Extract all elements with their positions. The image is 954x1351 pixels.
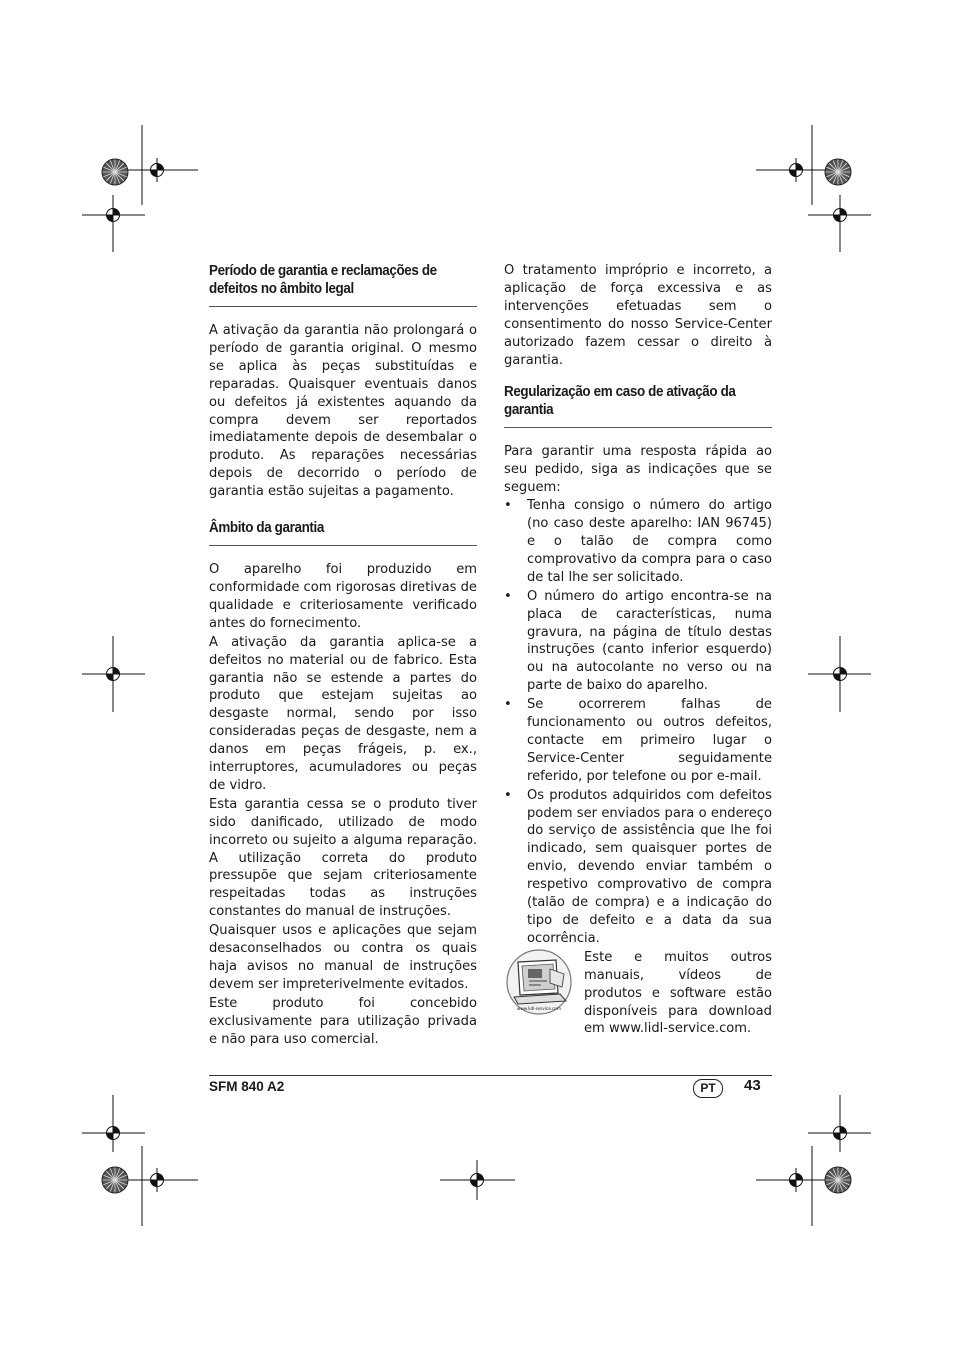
section-divider <box>209 545 477 546</box>
paragraph: O tratamento impróprio e incorreto, a aplicação de força excessiva e as intervenções efetuadas sem o consentimento do nosso Service-Center autorizado fazem cessar o direito à garantia. <box>504 263 772 368</box>
instruction-list <box>504 497 772 948</box>
online-service-note <box>504 949 772 1039</box>
page-number: 43 <box>744 1077 761 1094</box>
footer-divider <box>209 1075 772 1076</box>
right-column <box>504 262 772 1038</box>
section-title-warranty-claim: Regularização em caso de ativação da garantia <box>504 384 736 419</box>
paragraph: A ativação da garantia aplica-se a defeitos no material ou de fabrico. Esta garantia não se estende a partes do produto que estejam sujeitas ao desgaste normal, sendo por isso consideradas peças de desgaste, nem a danos em peças frágeis, p. ex., interruptores, acumuladores ou peças de vidro. <box>209 634 477 793</box>
list-item: • Tenha consigo o número do artigo (no caso deste aparelho: IAN 96745) e o talão de compra como comprovativo da compra para o caso de tal lhe ser solicitado. <box>504 498 772 585</box>
bullet: • <box>504 588 512 604</box>
section-divider <box>504 427 772 428</box>
section-title-warranty-scope: Âmbito da garantia <box>209 520 324 537</box>
paragraph: O aparelho foi produzido em conformidade com rigorosas diretivas de qualidade e criteriosamente verificado antes do fornecimento. <box>209 562 477 631</box>
list-item: • O número do artigo encontra-se na placa de características, numa gravura, na página de título destas instruções (canto inferior esquerdo) ou na autocolante no verso ou na parte de baixo do aparelho. <box>504 588 772 694</box>
paragraph: A ativação da garantia não prolongará o período de garantia original. O mesmo se aplica às peças substituídas e reparadas. Quaisquer eventuais danos ou defeitos já existentes aquando da compra devem ser reportados imediatamente depois de desembalar o produto. As reparações necessárias depois de decorrido o período de garantia estão sujeitas a pagamento. <box>209 323 477 500</box>
list-item: • Se ocorrerem falhas de funcionamento ou outros defeitos, contacte em primeiro lugar o Service-Center seguidamente referido, por telefone ou por e-mail. <box>504 697 772 784</box>
left-column <box>209 262 477 1049</box>
icon-caption: www.lidl-service.com <box>516 1005 562 1011</box>
bullet: • <box>504 498 512 514</box>
paragraph: Este produto foi concebido exclusivamente para utilização privada e não para uso comercial. <box>209 995 477 1047</box>
lidl-service-laptop-icon <box>504 949 574 1015</box>
bullet: • <box>504 787 512 803</box>
online-service-text: Este e muitos outros manuais, vídeos de produtos e software estão disponíveis para download em www.lidl-service.com. <box>584 949 772 1037</box>
section-divider <box>209 306 477 307</box>
language-badge: PT <box>693 1079 723 1098</box>
bullet: • <box>504 697 512 713</box>
list-item: • Os produtos adquiridos com defeitos podem ser enviados para o endereço do serviço de assistência que lhe foi indicado, sem quaisquer portes de envio, devendo enviar também o respetivo comprovativo de compra (talão de compra) e a indicação do tipo de defeito e a data da sua ocorrência. <box>504 787 772 946</box>
paragraph: Esta garantia cessa se o produto tiver sido danificado, utilizado de modo incorreto ou sujeito a alguma reparação. A utilização correta do produto pressupõe que sejam criteriosamente respeitadas todas as instruções constantes do manual de instruções. <box>209 796 477 920</box>
section-title-warranty-period: Período de garantia e reclamações de defeitos no âmbito legal <box>209 263 437 297</box>
model-number: SFM 840 A2 <box>209 1079 285 1094</box>
paragraph: Para garantir uma resposta rápida ao seu pedido, siga as indicações que se seguem: <box>504 444 772 496</box>
paragraph: Quaisquer usos e aplicações que sejam desaconselhados ou contra os quais haja avisos no manual de instruções devem ser impreterivelmente evitados. <box>209 923 477 992</box>
